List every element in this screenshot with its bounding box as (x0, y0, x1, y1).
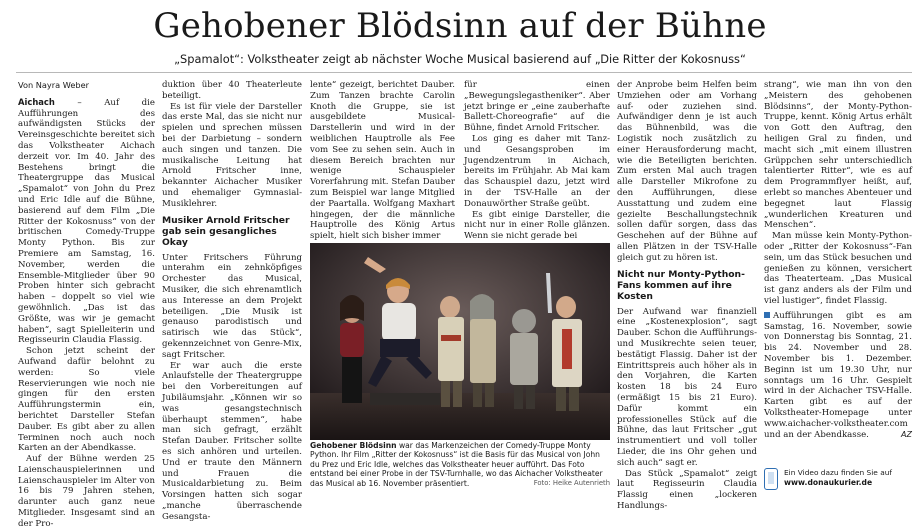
paragraph: Schon jetzt scheint der Aufwand dafür belohnt zu werden: So viele Reservierungen wie noch nie gingen für den ersten Aufführungstermin ein, berichtet Darsteller Stefan Dauber. Es gibt aber zu allen Terminen noch auch noch Karten an der Abendkasse. (18, 346, 155, 454)
bullet-square-icon (764, 312, 770, 318)
caption-lead: Gehobener Blödsinn (310, 441, 397, 450)
paragraph: Auf der Bühne werden 25 Laienschauspielerinnen und Laienschauspieler im Alter von 16 bis 79 Jahren stehen, darunter auch ganz neue Mitglieder. Insgesamt sind an der Pro- (18, 454, 155, 529)
paragraph: der Anprobe beim Helfen beim Umziehen oder am Vorhang auf- oder zuziehen sind. Aufwändiger denn je ist auch das Bühnenbild, was die Logistik noch zusätzlich zu einer Herausforderung macht, wie die Beteiligten berichten. Zum ersten Mal auch tragen alle Darsteller Mikrofone zu den Aufführungen, diese Ausstattung und zudem eine gezielte Beschallungstechnik sollen dafür sorgen, dass das Geschehen auf der Bühne auf allen Plätzen in der TSV-Halle gleich gut zu hören ist. (617, 80, 757, 263)
subheadline: „Spamalot“: Volkstheater zeigt ab nächster Woche Musical basierend auf „Die Ritter der Kokosnuss“ (174, 52, 746, 66)
paragraph: Los ging es daher mit Tanz- und Gesangsproben im Jugendzentrum in Aichach, bereits im Frühjahr. Ab Mai kam das Schauspiel dazu, jetzt wird in der TSV-Halle an der Donauwörther Straße geübt. (464, 133, 610, 209)
headline: Gehobener Blödsinn auf der Bühne (153, 6, 767, 46)
paragraph: Der Aufwand war finanziell eine „Kostenexplosion“, sagt Dauber. Schon die Aufführungs- und Musikrechte seien teuer, bestätigt Flassig. Daher ist der Eintrittspreis auch höher als in den Vorjahren, die Karten kosten 18 bis 24 Euro (ermäßigt 15 bis 21 Euro). Dafür kommt ein professionelles Stück auf die Bühne, das laut Fritscher „gut instrumentiert und voll toller Lieder, die ins Ohr gehen und sich auch“ sagt er. (617, 306, 757, 468)
dateline: Aichach (18, 96, 55, 107)
article-column-5 (617, 80, 757, 511)
info-text: Aufführungen gibt es am Samstag, 16. November, sowie von Donnerstag bis Sonntag, 21. bis 24. November und 28. November bis 1. Dezember. Beginn ist um 19.30 Uhr, nur sonntags um 16 Uhr. Gespielt wird in der Aichacher TSV-Halle. Karten gibt es auf der Volkstheater-Homepage unter www.aichacher-volkstheater.com und an der Abendkasse. (764, 310, 912, 440)
paragraph: Unter Fritschers Führung unterahm ein zehnköpfiges Orchester das Musical, Musiker, die sich ehrenamtlich aus Interesse an dem Projekt beteiligen. „Die Musik ist genauso parodistisch und satirisch wie das Stück“, gekennzeichnet von Genre-Mix, sagt Fritscher. (162, 252, 302, 360)
article-column-1 (18, 80, 155, 529)
photo-caption (310, 441, 610, 488)
paragraph-text: – Auf die Aufführungen des aufwändigsten Stücks der Vereinsgeschichte bereitet sich das Volkstheater Aichach derzeit vor. Im 40. Jahr des Bestehens bringt die Theatergruppe das Musical „Spamalot“ von John du Prez und Eric Idle auf die Bühne, basierend auf dem Film „Die Ritter der Kokosnuss“ von der britischen Comedy-Truppe Monty Python. Bis zur Premiere am Samstag, 16. November, werden die Ensemble-Mitglieder über 90 Proben hinter sich gebracht haben – doppelt so viel wie gewöhnlich. „Das ist das Größte, was wir je gemacht haben“, sagt Spielleiterin und Regisseurin Claudia Flassig. (18, 97, 155, 346)
article-column-4 (464, 80, 610, 240)
paragraph: Es ist für viele der Darsteller das erste Mal, das sie nicht nur spielen und sprechen müssen bei der Darbietung – sondern auch singen und tanzen. Die musikalische Leitung hat Arnold Fritscher inne, bekannter Aichacher Musiker und ehemaliger Gymnasial-Musiklehrer. (162, 101, 302, 209)
paragraph (18, 97, 155, 346)
paragraph: für einen „Bewegungslegastheniker“. Aber jetzt bringe er „eine zauberhafte Ballett-Choreografie“ auf die Bühne, findet Arnold Fritscher. (464, 80, 610, 134)
paragraph: Das Stück „Spamalot“ zeigt laut Regisseurin Claudia Flassig einen „lockeren Handlungs- (617, 468, 757, 511)
article-column-3 (310, 80, 455, 240)
article-column-2 (162, 80, 302, 522)
subheading: Nicht nur Monty-Python-Fans kommen auf ihre Kosten (617, 268, 745, 302)
article-photo (310, 243, 610, 440)
smartphone-icon (764, 468, 778, 490)
video-hint (764, 466, 914, 498)
video-hint-url: www.donaukurier.de (784, 478, 873, 487)
header-rule (16, 72, 912, 73)
paragraph: duktion über 40 Theaterleute beteiligt. (162, 80, 302, 101)
paragraph: lente“ gezeigt, berichtet Dauber. Zum Tanzen brachte Carolin Knoth die Gruppe, sie ist ausgebildete Musical-Darstellerin und wird in der weiblichen Hauptrolle als Fee vom See zu sehen sein. Auch in diesem Bereich brachten nur wenige Schauspieler Vorerfahrung mit. Stefan Dauber zum Beispiel war lange Mitglied der Paartalla. Wolfgang Maxhart hingegen, der die männliche Hauptrolle des König Artus spielt, hielt sich bisher immer (310, 80, 455, 242)
paragraph: Es gibt einige Darsteller, die nicht nur in einer Rolle glänzen. Wenn sie nicht gerade bei (464, 209, 610, 242)
info-box (764, 311, 912, 441)
author-signature: AZ (901, 429, 912, 439)
paragraph: strang“, wie man ihn von den „Meistern des gehobenen Blödsinns“, der Monty-Python-Truppe, kennt. König Artus erhält von Gott den Auftrag, den heiligen Gral zu finden, und macht sich „mit einem illustren Grüppchen sehr unterschiedlich talentierter Ritter“, wie es auf dem Programmflyer heißt, auf, erlebt so manches Abenteuer und begegnet laut Flassig „wunderlichen Kreaturen und Menschen“. (764, 80, 912, 231)
stage-photo-illustration (310, 243, 610, 440)
subheading: Musiker Arnold Fritscher gab sein gesangliches Okay (162, 214, 290, 248)
paragraph: Er war auch die erste Anlaufstelle der Theatergruppe bei den Vorbereitungen auf Jubiläumsjahr. „Können wir so was gesangstechnisch überhaupt stemmen“, habe man sich gefragt, erzählt Stefan Dauber. Fritscher sollte es sich anhören und urteilen. Und er traute den Männern und Frauen die Musicaldarbietung zu. Beim Vorsingen hatten sich sogar „manche überraschende Gesangsta- (162, 360, 302, 522)
photo-credit: Foto: Heike Autenrieth (533, 478, 610, 487)
paragraph: Man müsse kein Monty-Python- oder „Ritter der Kokosnuss“-Fan sein, um das Stück besuchen und genießen zu können, versichert das Theaterteam. „Das Musical ist ganz anders als der Film und viel lustiger“, findet Flassig. (764, 231, 912, 306)
caption-text: war das Markenzeichen der Comedy-Truppe Monty Python. Ihr Film „Ritter der Kokosnuss“ ist die Basis für das Musical von John du Prez und Eric Idle, welches das Volkstheater heuer aufführt. Das Foto entstand bei einer Probe in der TSV-Turnhalle, wo das Aichacher Volkstheater das Musical ab 16. November präsentiert. (310, 441, 603, 488)
article-column-6 (764, 80, 912, 464)
byline: Von Nayra Weber (18, 80, 89, 90)
video-hint-text: Ein Video dazu finden Sie auf (784, 468, 893, 477)
